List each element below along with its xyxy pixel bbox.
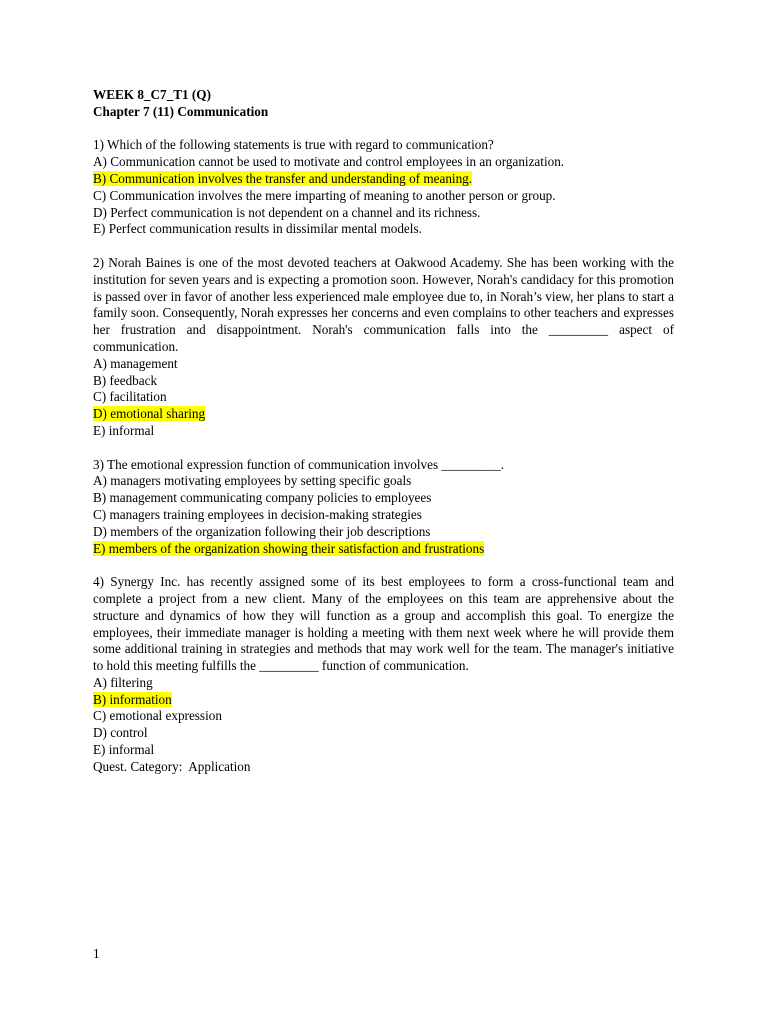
highlighted-answer: B) Communication involves the transfer and understanding of meaning.: [93, 170, 473, 186]
answer-option: D) Perfect communication is not dependent on a channel and its richness.: [93, 204, 481, 220]
answer-option: E) informal: [93, 742, 155, 758]
spacer: [93, 121, 674, 138]
highlighted-answer: D) emotional sharing: [93, 406, 206, 422]
answer-option: [93, 406, 674, 423]
answer-option: A) management: [93, 355, 178, 371]
question-stem: 2) Norah Baines is one of the most devoted teachers at Oakwood Academy. She has been working with the institution for seven years and is expecting a promotion soon. However, Norah's candidacy for this promotion is passed over in favor of another less experienced male employee due to, in Norah’s view, her plans to start a family soon. Consequently, Norah expresses her concerns and even complains to other teachers and expresses her frustration and disappointment. Norah's communication falls into the _________ aspect of communication.: [93, 254, 674, 354]
chapter-title: Chapter 7 (11) Communication: [93, 103, 269, 119]
answer-option: [93, 171, 674, 188]
question-stem: 3) The emotional expression function of communication involves _________.: [93, 456, 505, 472]
highlighted-answer: E) members of the organization showing their satisfaction and frustrations: [93, 540, 485, 556]
question-2: [93, 255, 674, 440]
question-stem: 1) Which of the following statements is true with regard to communication?: [93, 137, 494, 153]
answer-option: D) members of the organization following their job descriptions: [93, 523, 431, 539]
answer-option: B) management communicating company policies to employees: [93, 490, 432, 506]
question-3: [93, 457, 674, 558]
answer-option: [93, 692, 674, 709]
page-number: 1: [93, 946, 100, 961]
answer-option: [93, 541, 674, 558]
week-title: WEEK 8_C7_T1 (Q): [93, 87, 211, 102]
answer-option: C) facilitation: [93, 389, 167, 405]
highlighted-answer: B) information: [93, 691, 172, 707]
answer-option: E) Perfect communication results in dissimilar mental models.: [93, 221, 422, 237]
spacer: [93, 238, 674, 255]
answer-option: C) Communication involves the mere imparting of meaning to another person or group.: [93, 187, 556, 203]
answer-option: A) Communication cannot be used to motivate and control employees in an organization.: [93, 154, 565, 170]
answer-option: E) informal: [93, 422, 155, 438]
question-1: [93, 137, 674, 238]
answer-option: D) control: [93, 725, 148, 741]
answer-option: A) filtering: [93, 674, 153, 690]
spacer: [93, 557, 674, 574]
answer-option: A) managers motivating employees by setting specific goals: [93, 473, 412, 489]
question-category: Quest. Category: Application: [93, 758, 251, 774]
question-4: [93, 574, 674, 776]
answer-option: C) managers training employees in decision-making strategies: [93, 506, 422, 522]
answer-option: B) feedback: [93, 372, 158, 388]
question-stem: 4) Synergy Inc. has recently assigned some of its best employees to form a cross-functional team and complete a project from a new client. Many of the employees on this team are apprehensive about the structure and dynamics of how they will function as a group and accomplish this goal. To energize the employees, their immediate manager is holding a meeting with them next week where he will provide them some additional training in strategies and methods that may work well for the team. The manager's initiative to hold this meeting fulfills the _________ function of communication.: [93, 574, 674, 674]
spacer: [93, 440, 674, 457]
answer-option: C) emotional expression: [93, 708, 222, 724]
document-page: [93, 87, 674, 776]
